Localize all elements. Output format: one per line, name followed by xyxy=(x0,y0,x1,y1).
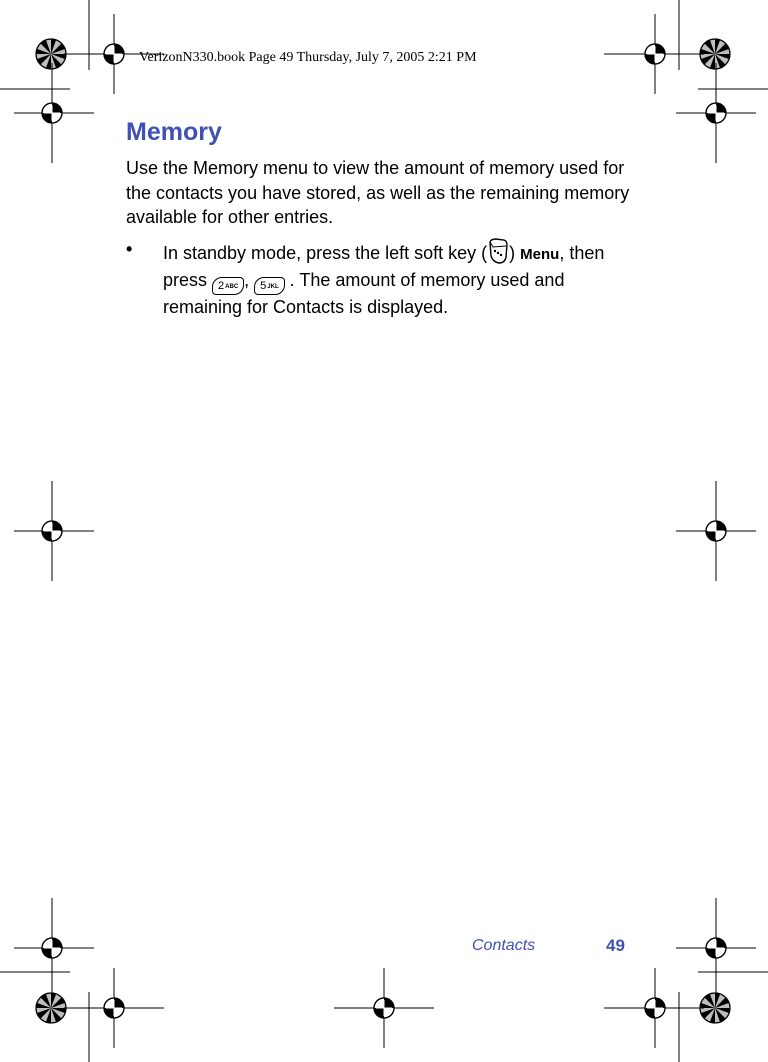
footer-page-number: 49 xyxy=(606,936,625,955)
section-heading: Memory xyxy=(126,118,222,146)
intro-paragraph: Use the Memory menu to view the amount of memory used for the contacts you have stored, as well as the remaining memory available for other entries. xyxy=(126,158,630,227)
footer-section-name: Contacts xyxy=(472,937,536,954)
key-separator: , xyxy=(244,269,255,290)
key-5jkl-icon: 5JKL xyxy=(254,277,284,295)
instruction-part-4: . The amount of memory used and remaining for Contacts is displayed. xyxy=(163,269,565,317)
instruction-text xyxy=(163,237,636,319)
menu-label: Menu xyxy=(520,246,560,263)
book-slug-line: VerizonN330.book Page 49 Thursday, July 7, 2005 2:21 PM xyxy=(139,50,477,65)
left-soft-key-icon xyxy=(487,237,509,265)
instruction-bullet xyxy=(126,237,636,319)
bullet-marker: • xyxy=(126,239,133,259)
key-2abc-icon: 2ABC xyxy=(212,277,244,295)
instruction-part-1: In standby mode, press the left soft key ( xyxy=(163,243,488,263)
instruction-part-2: ) xyxy=(509,243,521,263)
instruction-part-3: , then press xyxy=(163,243,605,290)
